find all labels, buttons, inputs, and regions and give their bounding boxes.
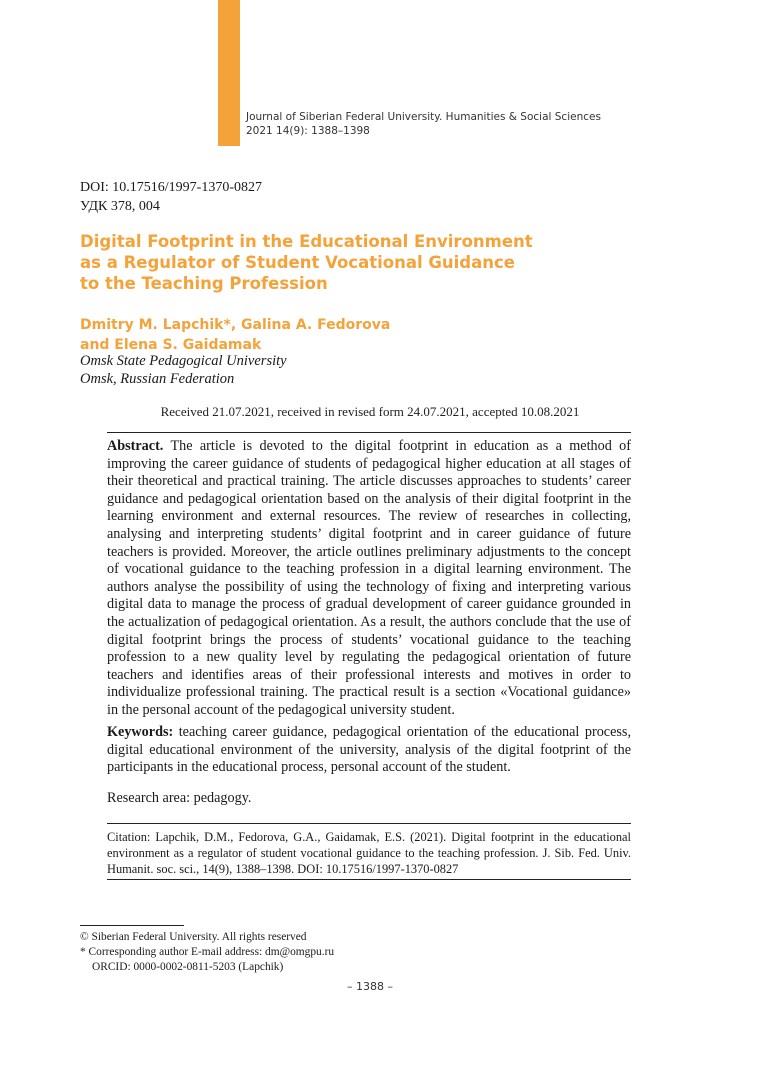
journal-header — [246, 110, 666, 138]
authors — [80, 315, 640, 355]
footnote-rule — [80, 925, 184, 926]
title-line: Digital Footprint in the Educational Environment — [80, 232, 533, 251]
footnotes — [80, 930, 580, 975]
abstract-label: Abstract. — [107, 438, 164, 454]
authors-line: Dmitry M. Lapchik*, Galina A. Fedorova — [80, 317, 391, 333]
footnote-copyright: © Siberian Federal University. All rights reserved — [80, 931, 307, 943]
citation-top-rule — [107, 823, 631, 824]
journal-issue: 2021 14(9): 1388–1398 — [246, 125, 370, 137]
footnote-orcid: ORCID: 0000-0002-0811-5203 (Lapchik) — [92, 961, 284, 973]
keywords — [107, 724, 631, 777]
keywords-label: Keywords: — [107, 724, 174, 740]
affiliation-location: Omsk, Russian Federation — [80, 371, 235, 387]
journal-accent-bar — [218, 0, 240, 146]
authors-line: and Elena S. Gaidamak — [80, 337, 262, 353]
footnote-corresponding: * Corresponding author E-mail address: dm@omgpu.ru — [80, 946, 335, 958]
abstract-text: The article is devoted to the digital footprint in education as a method of improving the career guidance of students of pedagogical higher education at all stages of their theoretical and practical training. The article discusses approaches to students’ career guidance and pedagogical orientation based on the analysis of their digital footprint in the learning environment and external resources. The review of researches in collecting, analysing and interpreting students’ digital footprint and in career guidance of future teachers is provided. Moreover, the article outlines preliminary adjustments to the concept of vocational guidance to the teaching profession in a digital learning environment. The authors analyse the possibility of using the technology of fixing and interpreting various digital data to manage the process of gradual development of career guidance grounded in the actualization of pedagogical orientation. As a result, the authors conclude that the use of digital footprint brings the process of students’ vocational guidance to the teaching profession to a new quality level by regulating the pedagogical orientation of future teachers and identifies areas of their professional interests and motives in order to individualize professional training. The practical result is a section «Vocational guidance» in the personal account of the pedagogical university student. — [107, 438, 631, 718]
affiliation-university: Omsk State Pedagogical University — [80, 353, 287, 369]
abstract — [107, 438, 631, 720]
doi: DOI: 10.17516/1997-1370-0827 — [80, 180, 262, 195]
journal-name: Journal of Siberian Federal University. Humanities & Social Sciences — [246, 111, 601, 123]
citation-bottom-rule — [107, 879, 631, 880]
affiliation — [80, 352, 287, 388]
title-line: as a Regulator of Student Vocational Guidance — [80, 253, 515, 272]
article-meta — [80, 178, 262, 216]
citation: Citation: Lapchik, D.M., Fedorova, G.A., Gaidamak, E.S. (2021). Digital footprint in the educational environment as a regulator of student vocational guidance to the teaching profession. J. Sib. Fed. Univ. Humanit. soc. sci., 14(9), 1388–1398. DOI: 10.17516/1997-1370-0827 — [107, 830, 631, 876]
research-area: Research area: pedagogy. — [107, 790, 252, 806]
abstract-top-rule — [107, 432, 631, 433]
received-dates: Received 21.07.2021, received in revised form 24.07.2021, accepted 10.08.2021 — [160, 404, 580, 419]
article-title — [80, 231, 640, 294]
keywords-text: teaching career guidance, pedagogical orientation of the educational process, digital educational environment of the university, analysis of the digital footprint of the participants in the educational process, personal account of the student. — [107, 724, 631, 776]
title-line: to the Teaching Profession — [80, 274, 328, 293]
page-number: – 1388 – — [347, 980, 393, 993]
udk: УДК 378, 004 — [80, 199, 160, 214]
